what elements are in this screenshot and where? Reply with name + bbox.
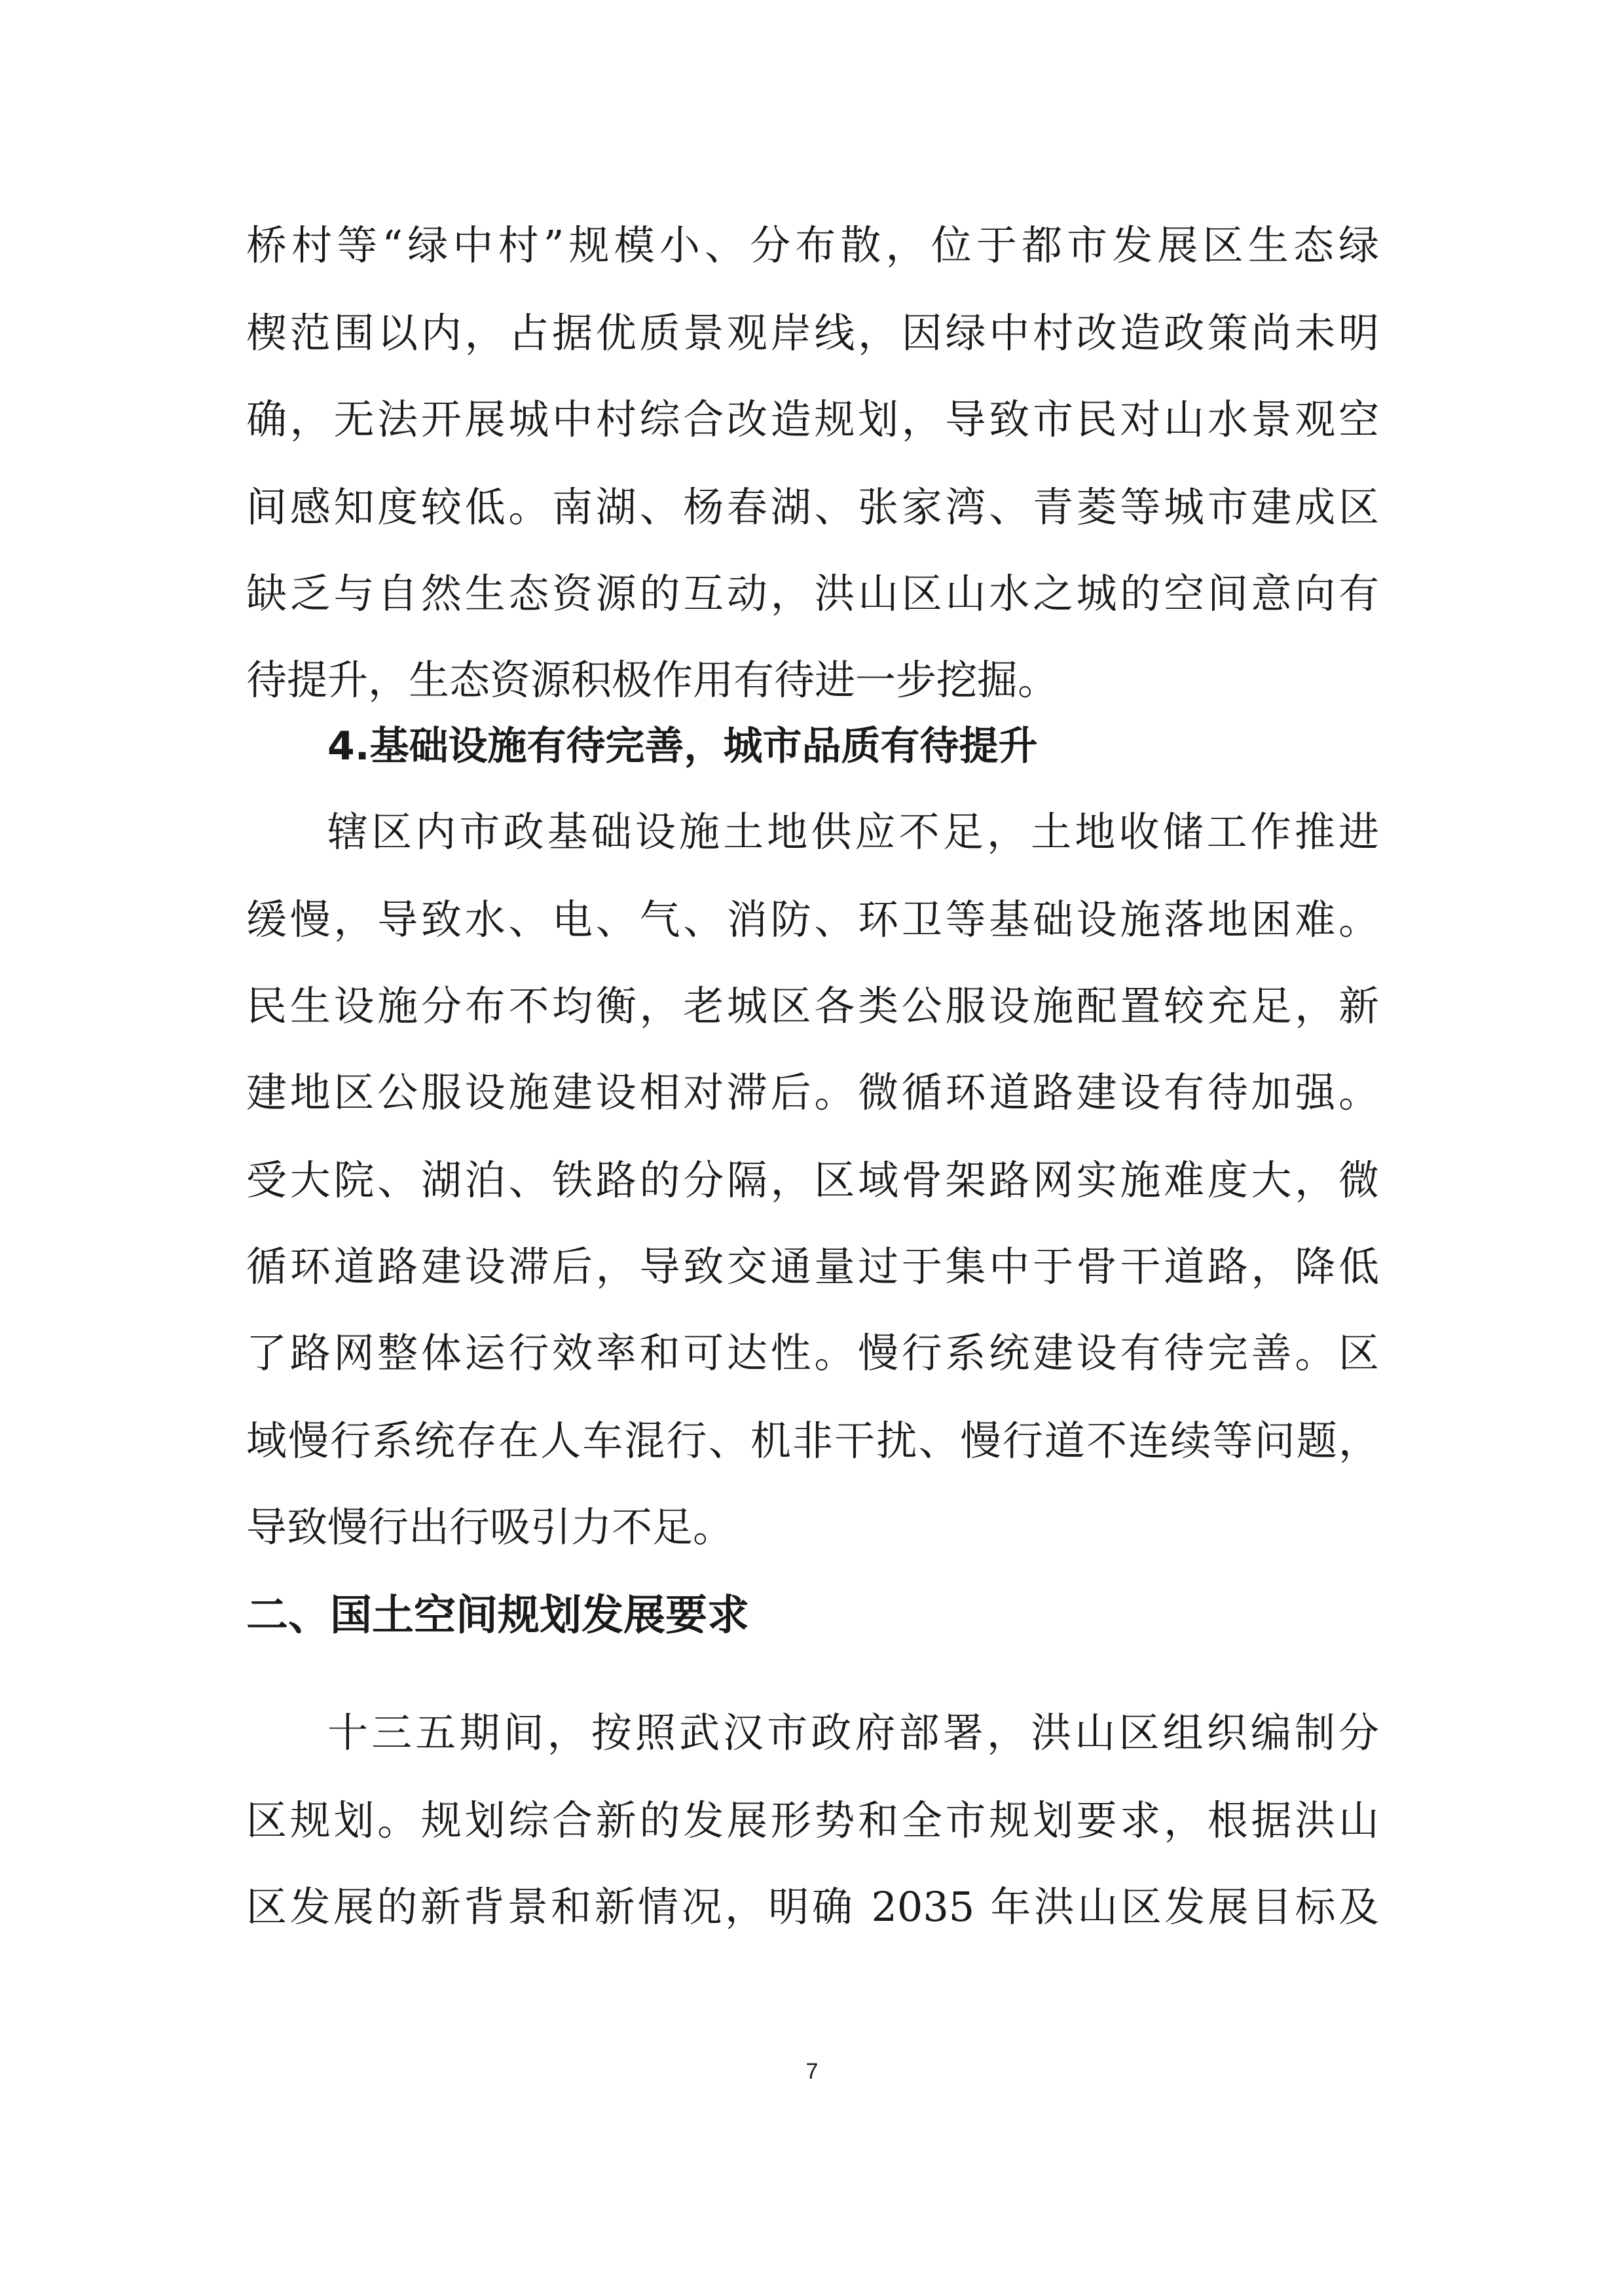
paragraph-2-line-2: 缓慢，导致水、电、气、消防、环卫等基础设施落地困难。 — [246, 896, 1379, 943]
paragraph-2-line-9: 导致慢行出行吸引力不足。 — [246, 1503, 734, 1551]
paragraph-1-line-6: 待提升，生态资源积极作用有待进一步挖掘。 — [246, 656, 1059, 704]
paragraph-2-line-1: 辖区内市政基础设施土地供应不足，土地收储工作推进 — [327, 808, 1379, 856]
paragraph-2-line-3: 民生设施分布不均衡，老城区各类公服设施配置较充足，新 — [246, 982, 1379, 1030]
paragraph-2-line-7: 了路网整体运行效率和可达性。慢行系统建设有待完善。区 — [246, 1329, 1379, 1377]
paragraph-2-line-5: 受大院、湖泊、铁路的分隔，区域骨架路网实施难度大，微 — [246, 1156, 1379, 1204]
paragraph-3-line-2: 区规划。规划综合新的发展形势和全市规划要求，根据洪山 — [246, 1796, 1379, 1844]
paragraph-2-line-6: 循环道路建设滞后，导致交通量过于集中于骨干道路，降低 — [246, 1243, 1379, 1290]
paragraph-1-line-1: 桥村等“绿中村”规模小、分布散，位于都市发展区生态绿 — [246, 221, 1379, 269]
paragraph-2-line-4: 建地区公服设施建设相对滞后。微循环道路建设有待加强。 — [246, 1068, 1379, 1116]
page-number: 7 — [805, 2059, 819, 2084]
paragraph-2-line-8: 域慢行系统存在人车混行、机非干扰、慢行道不连续等问题， — [246, 1417, 1379, 1465]
paragraph-3-line-1: 十三五期间，按照武汉市政府部署，洪山区组织编制分 — [327, 1709, 1379, 1757]
paragraph-1-line-4: 间感知度较低。南湖、杨春湖、张家湾、青菱等城市建成区 — [246, 483, 1379, 531]
paragraph-1-line-5: 缺乏与自然生态资源的互动，洪山区山水之城的空间意向有 — [246, 570, 1379, 617]
paragraph-1-line-2: 楔范围以内，占据优质景观岸线，因绿中村改造政策尚未明 — [246, 309, 1379, 357]
section-heading: 二、国土空间规划发展要求 — [246, 1592, 749, 1640]
subheading: 4.基础设施有待完善，城市品质有待提升 — [327, 723, 1038, 769]
paragraph-3-line-3: 区发展的新背景和新情况，明确 2035 年洪山区发展目标及 — [246, 1883, 1379, 1931]
paragraph-1-line-3: 确，无法开展城中村综合改造规划，导致市民对山水景观空 — [246, 395, 1379, 443]
